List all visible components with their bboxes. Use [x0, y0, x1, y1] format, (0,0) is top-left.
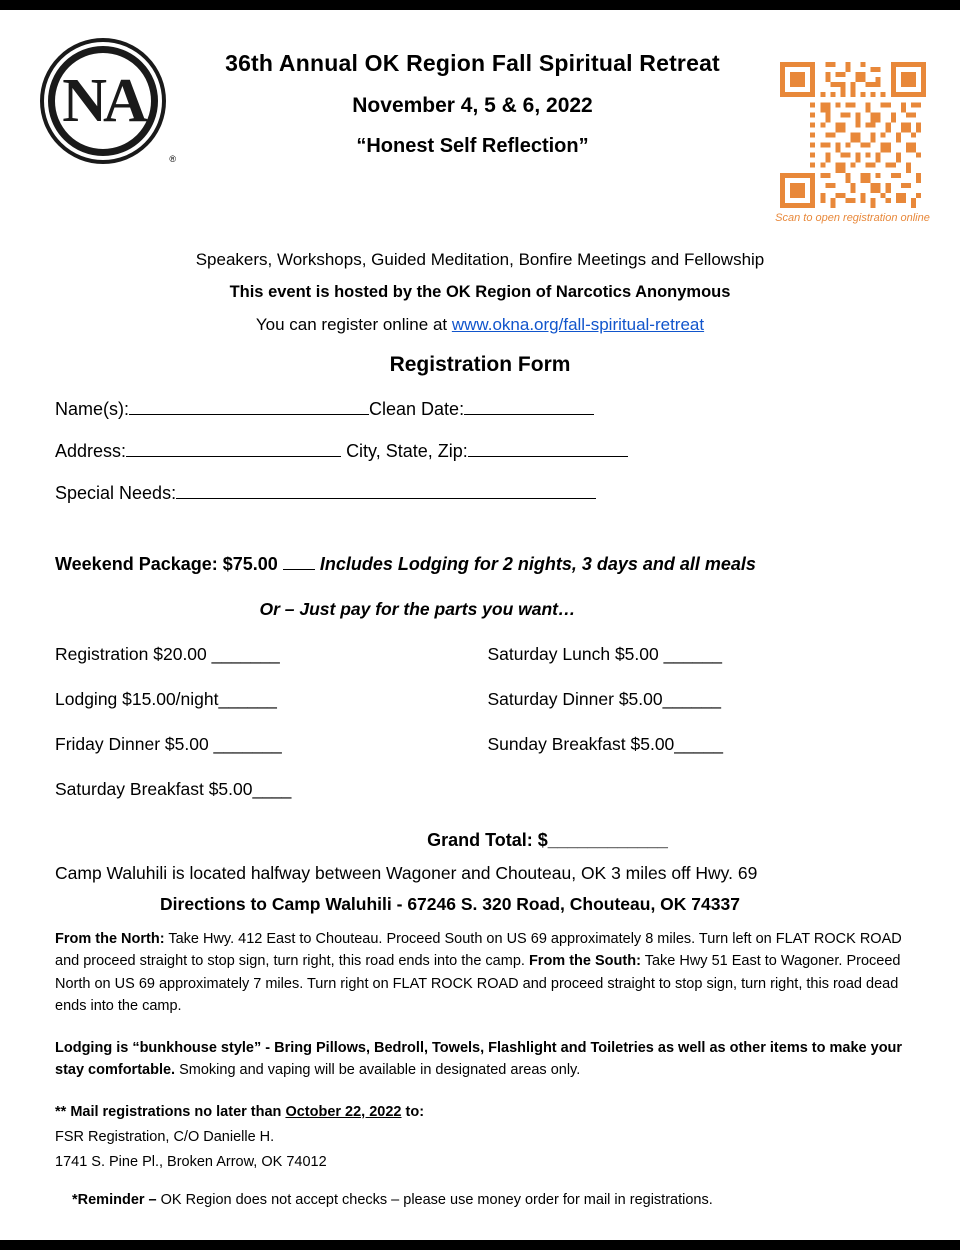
- price-item-lodging[interactable]: Lodging $15.00/night______: [55, 689, 277, 709]
- weekend-package-note: Includes Lodging for 2 nights, 3 days and all meals: [319, 554, 756, 574]
- price-item-sunday-breakfast[interactable]: Sunday Breakfast $5.00_____: [487, 734, 723, 754]
- from-north-text: Take Hwy. 412 East to Chouteau. Proceed South on US 69 approximately 8 miles. Turn left on FLAT ROCK ROAD and proceed straight to stop sign, turn right, this road ends into the camp.: [55, 931, 902, 970]
- event-title: 36th Annual OK Region Fall Spiritual Retreat: [225, 50, 720, 76]
- directions-body: [0, 928, 960, 1018]
- mail-deadline-heading: [0, 1104, 960, 1120]
- bottom-black-bar: [0, 1240, 960, 1250]
- from-south-text: Take Hwy 51 East to Wagoner. Proceed North on US 69 approximately 7 miles. Turn right on FLAT ROCK ROAD and proceed straight to stop sign, turn right, this road dead ends into the camp.: [55, 953, 901, 1015]
- address-label: Address:: [55, 441, 127, 461]
- price-item-saturday-lunch[interactable]: Saturday Lunch $5.00 ______: [487, 644, 722, 664]
- from-north-label: From the North:: [55, 931, 165, 947]
- lodging-normal-text: Smoking and vaping will be available in designated areas only.: [175, 1062, 581, 1079]
- mail-address-line-2: 1741 S. Pine Pl., Broken Arrow, OK 74012: [55, 1153, 327, 1170]
- registration-link[interactable]: www.okna.org/fall-spiritual-retreat: [451, 315, 705, 334]
- grand-total-line[interactable]: Grand Total: $____________: [427, 830, 668, 850]
- price-item-saturday-dinner[interactable]: Saturday Dinner $5.00______: [487, 689, 722, 709]
- registration-form-title: Registration Form: [389, 353, 571, 376]
- lodging-note: [0, 1037, 960, 1082]
- registration-fields: [0, 397, 960, 504]
- camp-location-line: Camp Waluhili is located halfway between Wagoner and Chouteau, OK 3 miles off Hwy. 69: [55, 863, 758, 883]
- reminder-text: OK Region does not accept checks – please use money order for mail in registrations.: [156, 1191, 713, 1208]
- price-item-saturday-breakfast[interactable]: Saturday Breakfast $5.00____: [55, 779, 292, 799]
- mail-address-line-1: FSR Registration, C/O Danielle H.: [55, 1128, 275, 1145]
- special-needs-label: Special Needs:: [55, 483, 177, 503]
- pricing-section: [0, 552, 960, 851]
- from-south-label: From the South:: [528, 953, 641, 970]
- na-logo-icon: [40, 38, 176, 168]
- top-black-bar: [0, 0, 960, 10]
- lodging-bold-text: Lodging is “bunkhouse style” - Bring Pillows, Bedroll, Towels, Flashlight and Toiletries as well as other items to make your stay comfortable.: [55, 1039, 903, 1079]
- weekend-package-line: [55, 552, 920, 575]
- reminder-line: [0, 1192, 960, 1208]
- field-row-name: [55, 397, 960, 420]
- mail-deadline-suffix: to:: [401, 1103, 425, 1120]
- intro-host: This event is hosted by the OK Region of Narcotics Anonymous: [229, 283, 731, 301]
- weekend-package-label: Weekend Package: $75.00: [55, 554, 278, 574]
- field-row-special-needs: [55, 481, 960, 504]
- special-needs-input-line[interactable]: [176, 481, 596, 499]
- mail-deadline-date: October 22, 2022: [285, 1103, 402, 1120]
- na-logo-container: [30, 28, 180, 168]
- qr-caption: Scan to open registration online: [775, 212, 930, 224]
- qr-code-icon[interactable]: [780, 62, 926, 208]
- city-state-zip-input-line[interactable]: [468, 439, 628, 457]
- weekend-package-checkline[interactable]: [283, 552, 315, 570]
- register-online-prefix: You can register online at: [255, 315, 452, 334]
- price-column-left: [55, 644, 488, 824]
- header: [0, 10, 960, 224]
- mail-deadline-prefix: ** Mail registrations no later than: [55, 1103, 286, 1120]
- intro-section: [0, 250, 960, 335]
- address-input-line[interactable]: [126, 439, 341, 457]
- flyer-page: [0, 10, 960, 1208]
- intro-register-online: [0, 315, 960, 335]
- price-column-right: [488, 644, 921, 824]
- clean-date-label: Clean Date:: [369, 399, 465, 419]
- logo-registered-mark: ®: [169, 154, 176, 164]
- reminder-label: *Reminder –: [72, 1191, 157, 1208]
- clean-date-input-line[interactable]: [464, 397, 594, 415]
- name-label: Name(s):: [55, 399, 130, 419]
- price-item-registration[interactable]: Registration $20.00 _______: [55, 644, 280, 664]
- event-dates: November 4, 5 & 6, 2022: [352, 94, 593, 117]
- name-input-line[interactable]: [129, 397, 369, 415]
- directions-title: Directions to Camp Waluhili - 67246 S. 320 Road, Chouteau, OK 74337: [160, 894, 740, 914]
- price-item-friday-dinner[interactable]: Friday Dinner $5.00 _______: [55, 734, 282, 754]
- city-state-zip-label: City, State, Zip:: [346, 441, 468, 461]
- field-row-address: [55, 439, 960, 462]
- price-grid: [55, 644, 920, 824]
- intro-activities: Speakers, Workshops, Guided Meditation, Bonfire Meetings and Fellowship: [195, 250, 765, 269]
- title-block: [180, 28, 765, 158]
- or-line: Or – Just pay for the parts you want…: [259, 599, 576, 619]
- event-theme: “Honest Self Reflection”: [356, 135, 589, 157]
- logo-letters: NA: [62, 67, 144, 135]
- qr-container[interactable]: [765, 28, 940, 224]
